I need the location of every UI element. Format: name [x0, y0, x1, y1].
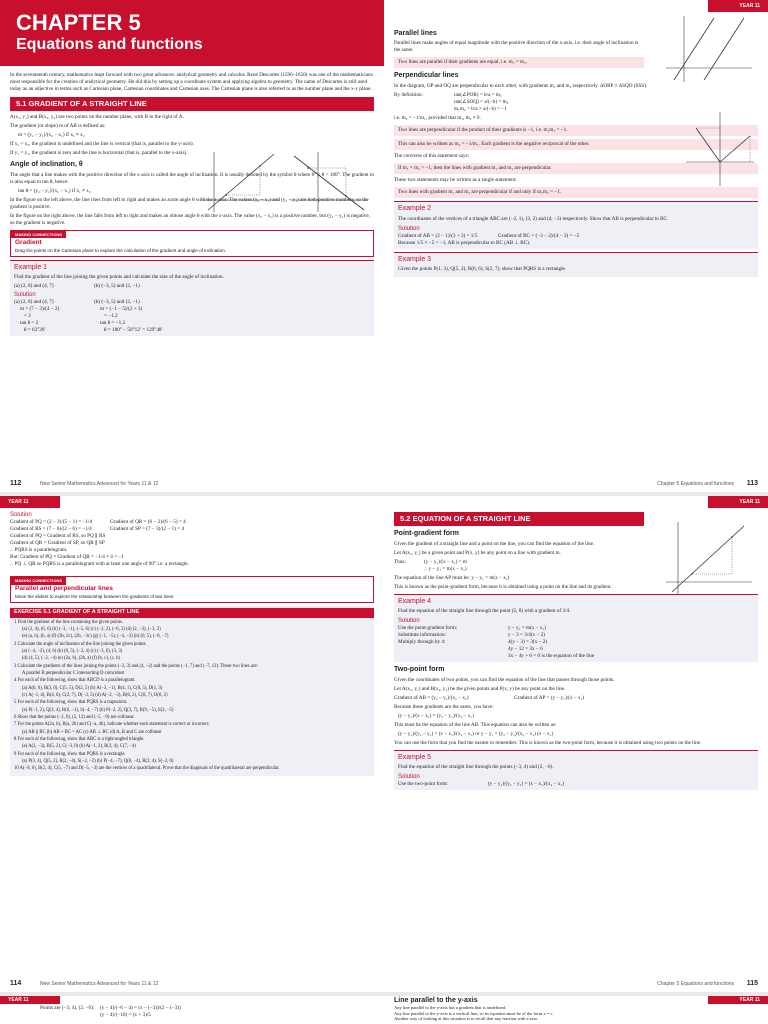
sol-line: 3x − 4y + 6 = 0 is the equation of the line [508, 653, 594, 660]
paragraph: Any line parallel to the y-axis has a gradient that is undefined. [394, 1005, 506, 1011]
example-text: Given the points P(1, 3), Q(5, 2), R(6, 6), S(2, 7), show that PQRS is a rectangle. [398, 266, 567, 273]
paragraph: Another way of looking at this situation is to recall that any fraction with a zero [394, 1016, 538, 1022]
intro-paragraph: In the seventeenth century, mathematics leapt forward with two great advances: analytical geometry and calculus. René Descartes (1596–1650) was one of the mathematicians most responsible for the creation of analytical geometry. He did this by setting up a coordinate system and applying algebra to geometry. The name of Descartes is still used today as an adjective in terms such as Cartesian plane, Cartesian coordinates and Cartesian axes. The Cartesian plane is also referred to as the number plane and the x-y plane. [10, 72, 373, 93]
parallel-lines-figure [664, 14, 754, 84]
question: 9 For each of the following, show that PQRS is a rectangle. [14, 751, 126, 757]
thus-label: Thus: [394, 558, 406, 565]
sol-line: 4(y − 3) = 3(x − 2) [508, 639, 548, 646]
question-parts: (d) (4, 5), (−2, −4) (e) (2a, b), (2b, a) (f) (b, c), (c, b) [22, 656, 121, 662]
example-text: The coordinates of the vertices of a triangle ABC are (−2, 1), (3, 2) and (4, −3) respectively. Show that AB is perpendicular to BC. [398, 215, 669, 222]
spread-114-115 [0, 496, 768, 992]
paragraph: Given the coordinates of two points, you can find the equation of the line that passes through those points. [394, 676, 615, 683]
exercise-set [10, 606, 374, 776]
paragraph: You can use the form that you find the easiest to remember. This is known as the two-point form, because it is obtained using two points on the line. [394, 739, 702, 746]
question-parts: (a) P(−1, 2), Q(3, 4), R(6, −1), S(−4, −7) (b) P(−2, 2), Q(3, 7), R(9, −5), S(2, −5) [22, 707, 174, 713]
footer [0, 476, 384, 492]
paragraph: i.e. m₂ = −1/m₁, provided that m₁, m₂ ≠ 0. [394, 114, 481, 121]
def-line: tan(∠POR) = b/a = m₁ [454, 91, 502, 98]
solution-label: Solution [398, 774, 420, 781]
subheading-two-point: Two-point form [394, 666, 445, 674]
page-number: 112 [10, 480, 22, 487]
paragraph: In the figure on the left above, the line rises from left to right and makes an acute angle θ with the x-axis. The values (x₂ − x₁) and (y₂ − y₁) are both positive numbers, so the gradient is positive. [10, 196, 369, 210]
question-parts: (a) A(2, −3), B(5, 2), C(−3, 0) (b) A(−1, 2), B(3, 4), C(7, −4) [22, 744, 136, 750]
example-title: Example 5 [398, 753, 432, 761]
formula: tan θ = (y₂ − y₁)/(x₂ − x₁) if x₁ ≠ x₂ [18, 187, 91, 194]
sol-line: = −1.2 [104, 313, 118, 320]
paragraph: This must be the equation of the line AB. This equation can also be written as: [394, 721, 557, 728]
example-1 [10, 260, 374, 337]
sol-line: Gradient of BC = (−3 − 2)/(4 − 3) = −5 [498, 232, 580, 239]
rule-box: Two lines are perpendicular if the product of their gradients is −1, i.e. m₁m₂ = −1. [394, 125, 758, 136]
sol-line: y − y₁ = m(x − x₁) [508, 625, 547, 632]
paragraph: Given the gradient of a straight line and a point on the line, you can find the equation of the line. [394, 540, 595, 547]
sol-line: (y − 4)/(−10) = (x + 3)/5 [100, 1012, 151, 1019]
question: 8 For each of the following, show that ABC is a right-angled triangle. [14, 737, 145, 743]
equation: (y − y₁)/(x − x₁) = (y₂ − y₁)/(x₂ − x₁) [398, 712, 474, 719]
sol-line: 4y − 12 = 3x − 6 [508, 646, 543, 653]
equation: ∴ y − y₁ = m(x − x₁) [424, 565, 467, 572]
chapter-header [0, 0, 384, 66]
footer [384, 476, 768, 492]
sol-line: But: Gradient of PQ × Gradient of QR = −1/4 × 4 = −1 [10, 554, 124, 561]
footer [0, 976, 384, 992]
page-114 [0, 496, 384, 992]
year-tab: YEAR 11 [708, 996, 768, 1004]
ex-part: (a) (2, 8) and (4, 7) [14, 283, 54, 290]
paragraph: The equation of the line AP must be: y − y₁ = m(x − x₁) [394, 574, 510, 581]
sol-line: ∴ PQ ⊥ QR so PQRS is a parallelogram with at least one angle of 90° i.e. a rectangle. [10, 561, 189, 568]
rule-box: Two lines are parallel if their gradients are equal, i.e. m₁ = m₂. [394, 57, 644, 68]
sol-line: (y − 4)/(−6 − 4) = (x − (−3))/(2 − (−3)) [100, 1005, 181, 1011]
paragraph: If y₁ = y₂, the gradient is zero and the line is horizontal (that is, parallel to the x-axis). [10, 150, 188, 157]
sol-line: Gradient of RS = (7 − 6)/(2 − 6) = −1/4 [10, 526, 92, 533]
def-line: tan(∠SOQ) = a/(−b) = m₂ [454, 98, 509, 105]
page-number: 115 [746, 980, 758, 987]
chapter-number: CHAPTER 5 [16, 10, 141, 35]
example-text: Find the gradient of the line joining the given points and calculate the size of the angle of inclination. [14, 274, 224, 281]
sol-line: (a) (2, 8) and (4, 7) [14, 299, 54, 306]
paragraph: The angle that a line makes with the positive direction of the x-axis is called the angle of inclination. It is usually denoted by the symbol θ where 0° ≤ θ < 180°. The gradient m is also equal to tan θ, hence: [10, 171, 374, 185]
chapter-title: Equations and functions [16, 36, 203, 53]
solution-label: Solution [398, 618, 420, 625]
sol-line: θ = 180° − 50°12′ = 129°48′ [104, 327, 163, 334]
question: 4 For each of the following, show that ABCD is a parallelogram. [14, 678, 136, 684]
paragraph: Because these gradients are the same, you have: [394, 703, 494, 710]
question: 1 Find the gradient of the line containing the given points. [14, 619, 123, 625]
question-parts: (a) P(3, 4), Q(5, 2), R(2, −4), S(−2, −2) (b) P(−4, −7), Q(8, −4), R(2, 4), S(−2, 0) [22, 759, 174, 765]
sol-line: Gradient of PQ = (2 − 3)/(5 − 1) = −1/4 [10, 519, 93, 526]
paragraph: In the diagram, OP and OQ are perpendicular to each other, with gradients m₁ and m₂ respectively. ΔORP ≡ ΔSQO (SSS). [394, 82, 648, 89]
sol-line: y − 3 = 3/4(x − 2) [508, 632, 546, 639]
question: 6 Show that the points (−2, 0), (2, 12) and (−5, −9) are collinear. [14, 715, 135, 721]
equation: (y − y₁)/(y₂ − y₁) = (x − x₁)/(x₂ − x₁) or y − y₁ = (y₂ − y₁)/(x₂ − x₁) (x − x₁) [398, 730, 554, 737]
equation: (y − y₁)/(x − x₁) = m [424, 558, 467, 565]
footer [384, 976, 768, 992]
spread-116-117 [0, 996, 768, 1024]
year-tab: YEAR 11 [0, 996, 60, 1004]
sol-step: Substitute information: [398, 632, 446, 639]
sol-step: Use the point-gradient form: [398, 625, 458, 632]
question-parts: (a) (2, 4), (6, 6) (b) (−3, −1), (−5, 6) (c) (−2, 2), (−6, 2) (d) (2, −3), (−3, 2) [22, 626, 161, 632]
sol-line: Gradient of SP = (7 − 3)/(2 − 1) = 4 [110, 526, 185, 533]
sol-line: (b) (−3, 5) and (2, −1) [94, 299, 140, 306]
making-connections-box[interactable] [10, 230, 374, 257]
year-tab: YEAR 11 [708, 496, 768, 508]
def-label: By definition: [394, 91, 423, 98]
example-4 [394, 594, 758, 663]
subheading-perpendicular: Perpendicular lines [394, 72, 459, 80]
solution-label: Solution [398, 225, 420, 232]
page-116 [0, 996, 384, 1024]
paragraph: The converse of this statement says: [394, 153, 470, 160]
rule-box: If m₁ × m₂ = −1, then the lines with gradient m₁ and m₂ are perpendicular. [394, 163, 758, 174]
example-title: Example 3 [398, 255, 432, 263]
question-parts: (e) (a, b), (b, a) (f) (3b, 2c), (2b, −3c) (g) (−1, −5), (−4, −3) (h) (0, 5), (−8, −7) [22, 634, 169, 640]
page-number: 114 [10, 980, 22, 987]
mc-description: Drag the points on the Cartesian plane to explore the calculation of the gradient and angle of inclination. [15, 247, 226, 253]
example-title: Example 4 [398, 597, 432, 605]
paragraph: Parallel lines make angles of equal magnitude with the positive direction of the x-axis, i.e. their angle of inclination is the same. [394, 40, 639, 54]
example-5 [394, 750, 758, 791]
year-tab: YEAR 11 [708, 0, 768, 12]
section-heading: 5.1 GRADIENT OF A STRAIGHT LINE [10, 97, 374, 111]
question: 5 For each of the following, show that PQRS is a trapezium. [14, 700, 128, 706]
sol-line: Gradient of PQ = Gradient of RS, so PQ ∥ RS [10, 533, 106, 540]
exercise-heading: EXERCISE 5.1 GRADIENT OF A STRAIGHT LINE [10, 608, 374, 617]
sol-step: Multiply through by 4: [398, 639, 446, 646]
mc-title: Parallel and perpendicular lines [15, 585, 113, 593]
example-text: Find the equation of the straight line through the points (−3, 4) and (2, −6). [398, 764, 554, 771]
example-title: Example 2 [398, 205, 432, 213]
sol-line: Gradient of AB = (2 − 1)/(3 + 2) = 1/5 [398, 232, 478, 239]
question-parts: (c) A(−1, 4), B(4, 6), C(2, 7), D(−3, 5) (d) A(−2, −3), B(6, 2), C(8, 7), D(0, 2) [22, 693, 168, 699]
example-title: Example 1 [14, 263, 48, 271]
paragraph: If x₁ = x₂, the gradient is undefined and the line is vertical (that is, parallel to the y-axis). [10, 141, 194, 148]
sol-step: Points are (−3, 4), (2, −6): [40, 1005, 95, 1011]
page-112 [0, 0, 384, 492]
question-parts: (a) (−4, −2), (4, 6) (b) (0, 5), (−2, 4) (c) (−3, 6), (3, 3) [22, 648, 123, 654]
paragraph: Let A(x₁, y₁) and B(x₂, y₂) be the given points and P(x, y) be any point on the line. [394, 685, 566, 692]
sol-line: Gradient of QR = (6 − 2)/(6 − 5) = 4 [110, 519, 186, 526]
page-113 [384, 0, 768, 492]
year-tab: YEAR 11 [0, 496, 60, 508]
page-115 [384, 496, 768, 992]
chapter-footer: Chapter 5 Equations and functions [657, 481, 734, 487]
sol-line: = 2 [24, 313, 31, 320]
formula: Gradient of AB = (y₂ − y₁)/(x₂ − x₁) [394, 694, 469, 701]
subheading-parallel-y: Line parallel to the y-axis [394, 997, 478, 1004]
paragraph: These two statements may be written as a single statement: [394, 177, 517, 184]
gradient-figure-negative [288, 150, 370, 216]
paragraph: The gradient (or slope) m of AB is defined as: [10, 123, 106, 130]
subheading-parallel: Parallel lines [394, 30, 437, 37]
subheading-angle: Angle of inclination, θ [10, 161, 83, 169]
sol-line: Because 1/5 × −5 = −1, AB is perpendicular to BC (AB ⊥ BC). [398, 239, 531, 246]
paragraph: Any line parallel to the y-axis is a vertical line, so its equation must be of the form x = c. [394, 1010, 554, 1016]
question-parts: (a) AB ∥ BC (b) AB + BC = AC (c) AB ⊥ BC (d) A, B and C are collinear [22, 729, 162, 735]
paragraph: In the figure on the right above, the line falls from left to right and makes an obtuse angle θ with the x-axis. The value (x₂ − x₁) is a positive number, but (y₂ − y₁) is negative, so the gradient is negative. [10, 212, 371, 226]
example-3 [394, 252, 758, 277]
question-parts: (a) A(0, 0), B(3, 0), C(5, 5), D(2, 5) (b) A(−3, −1), B(4, 1), C(8, 5), D(1, 3) [22, 685, 163, 691]
sol-line: θ = 63°26′ [24, 327, 46, 334]
sol-line: m = (7 − 3)/(4 − 2) [20, 306, 60, 313]
question: 10 A(−8, 6), B(2, 4), C(5, −7) and D(−5, −3) are the vertices of a quadrilateral. Prove that the diagonals of the quadrilateral are perpendicular. [14, 766, 280, 772]
mc-description: Move the sliders to explore the relationship between the gradients of two lines. [15, 593, 175, 599]
mc-title: Gradient [15, 238, 42, 246]
mc-label: MAKING CONNECTIONS [11, 577, 66, 584]
subheading-point-gradient: Point-gradient form [394, 530, 459, 538]
sol-step: Use the two-point form: [398, 781, 448, 788]
question-options: A parallel B perpendicular C intersecting D coincident [22, 671, 125, 676]
formula: m = (y₂ − y₁)/(x₂ − x₁) if x₁ ≠ x₂ [18, 132, 85, 139]
sol-line: ∴ PQRS is a parallelogram. [10, 547, 68, 554]
paragraph: This is known as the point-gradient form, because it is obtained using a point on the line and its gradient. [394, 583, 612, 590]
sol-line: Gradient of QR = Gradient of SP, so QR ∥ SP [10, 540, 105, 547]
page-117 [384, 996, 768, 1024]
book-title: New Senior Mathematics Advanced for Years 11 & 12 [40, 981, 159, 987]
point-gradient-figure [664, 520, 754, 596]
solution-label: Solution [10, 512, 32, 518]
section-heading: 5.2 EQUATION OF A STRAIGHT LINE [394, 512, 644, 526]
sol-line: tan θ = −1.2 [100, 320, 126, 327]
paragraph: Let A(x₁, y₁) be a given point and P(x, y) be any point on a line with gradient m. [394, 549, 561, 556]
rule-box: Two lines with gradient m₁ and m₂ are perpendicular if and only if m₁m₂ = −1. [394, 187, 758, 198]
solution-label: Solution [14, 292, 36, 299]
example-text: Find the equation of the straight line through the point (2, 8) with a gradient of 3/4. [398, 608, 571, 615]
paragraph: A(x₁, y₁) and B(x₂, y₂) are two points on the number plane, with B to the right of A. [10, 114, 184, 121]
formula: Gradient of AP = (y − y₁)/(x − x₁) [514, 694, 585, 701]
perpendicular-figure [684, 110, 756, 188]
page-number: 113 [746, 480, 758, 487]
question: 3 Calculate the gradients of the lines joining the points (−2, 3) and (4, −2) and the points (−1, 7) and (−7, 12). These two lines are: [14, 663, 258, 669]
sol-line: (y − y₁)/(y₂ − y₁) = (x − x₁)/(x₂ − x₁) [488, 781, 564, 788]
spread-112-113 [0, 0, 768, 492]
question: 2 Calculate the angle of inclination of the line joining the given points. [14, 641, 147, 647]
chapter-footer: Chapter 5 Equations and functions [657, 981, 734, 987]
sol-line: tan θ = 2 [20, 320, 39, 327]
sol-line: m = (−1 − 5)/(2 + 3) [100, 306, 143, 313]
mc-label: MAKING CONNECTIONS [11, 231, 66, 238]
book-title: New Senior Mathematics Advanced for Years 11 & 12 [40, 481, 159, 487]
rule-box: This can also be written as m₂ = −1/m₁. Each gradient is the negative reciprocal of the other. [394, 139, 758, 150]
example-2 [394, 201, 758, 249]
gradient-figure-positive [200, 150, 282, 216]
question: 7 For the points A(2a, b), B(a, 2b) and C(−a, 4b), indicate whether each statement is correct or incorrect. [14, 722, 210, 728]
def-line: m₁m₂ = b/a × a/(−b) = −1 [454, 105, 507, 112]
making-connections-box[interactable] [10, 576, 374, 603]
ex-part: (b) (−3, 5) and (2, −1) [94, 283, 140, 290]
